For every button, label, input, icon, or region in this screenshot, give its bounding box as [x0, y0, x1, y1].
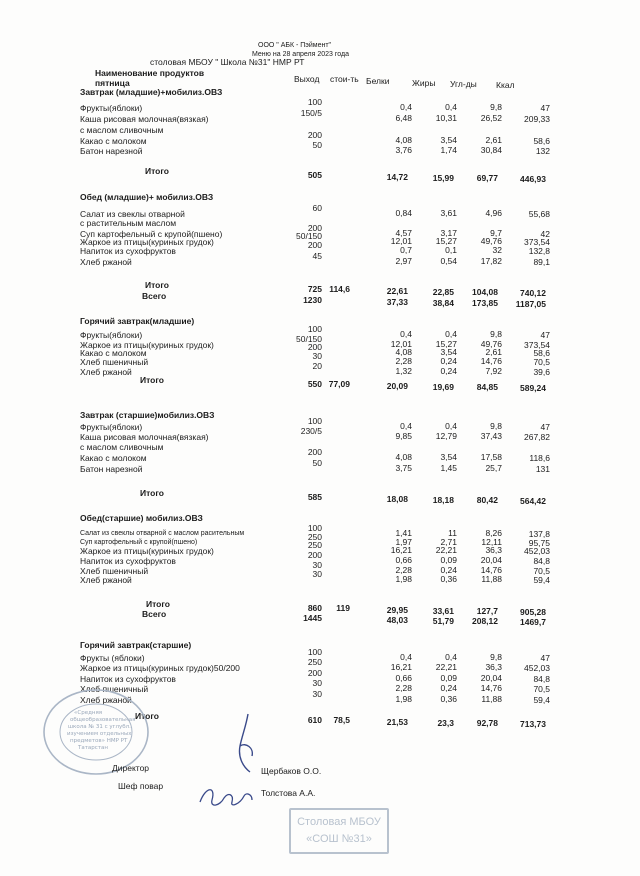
menu-item-carbs: 14,76: [480, 356, 502, 366]
menu-item-kcal: 70,5: [533, 357, 550, 367]
section-title: Горячий завтрак(старшие): [80, 640, 192, 650]
school-name: столовая МБОУ " Школа №31" НМР РТ: [150, 57, 305, 67]
total-proteins: 48,03: [386, 615, 408, 625]
menu-item-yield: 20: [312, 361, 322, 371]
menu-item-fats: 0,4: [445, 652, 457, 662]
total-label: Итого: [135, 711, 159, 721]
chef-name: Толстова А.А.: [261, 788, 316, 798]
menu-item-yield: 100: [307, 324, 322, 334]
section-title: Обед (младшие)+ мобилиз.ОВЗ: [80, 192, 214, 202]
total-yield: 1445: [303, 613, 322, 623]
menu-item-name: Хлеб пшеничный: [80, 566, 149, 576]
menu-item-fats: 0,24: [440, 356, 457, 366]
menu-item-proteins: 6,48: [395, 113, 412, 123]
total-kcal: 740,12: [520, 288, 546, 298]
menu-item-carbs: 9,7: [490, 228, 502, 238]
menu-item-yield: 100: [307, 523, 322, 533]
total-cost: 78,5: [333, 715, 350, 725]
total-proteins: 29,95: [386, 605, 408, 615]
org-name: ООО " АБК - Пэймент": [258, 42, 332, 49]
total-fats: 51,79: [432, 616, 454, 626]
menu-item-carbs: 49,76: [480, 339, 502, 349]
menu-item-fats: 3,54: [440, 135, 457, 145]
total-label: Итого: [145, 280, 169, 290]
total-yield: 1230: [303, 295, 322, 305]
menu-item-carbs: 32: [492, 245, 502, 255]
menu-item-carbs: 17,58: [480, 452, 502, 462]
total-kcal: 564,42: [520, 496, 546, 506]
menu-item-name: Какао с молоком: [80, 453, 147, 463]
menu-item-fats: 2,71: [440, 537, 457, 547]
menu-item-carbs: 36,3: [485, 662, 502, 672]
menu-item-yield: 30: [312, 678, 322, 688]
total-fats: 15,99: [432, 173, 454, 183]
menu-item-kcal: 267,82: [524, 432, 550, 442]
menu-item-proteins: 2,97: [395, 256, 412, 266]
menu-item-name: Батон нарезной: [80, 146, 143, 156]
menu-item-name: Напиток из сухофруктов: [80, 674, 176, 684]
menu-item-name: с маслом сливочным: [80, 125, 164, 135]
canteen-stamp: [289, 808, 389, 854]
menu-item-carbs: 7,92: [485, 366, 502, 376]
menu-item-yield: 200: [307, 668, 322, 678]
menu-item-fats: 0,24: [440, 366, 457, 376]
menu-item-name: Какао с молоком: [80, 136, 147, 146]
col-kcal-header: Ккал: [496, 80, 515, 90]
menu-item-fats: 11: [448, 528, 457, 538]
menu-item-carbs: 30,84: [480, 145, 502, 155]
total-kcal: 589,24: [520, 383, 546, 393]
menu-item-carbs: 9,8: [490, 102, 502, 112]
total-carbs: 92,78: [476, 718, 498, 728]
section-title: Обед(старшие) мобилиз.ОВЗ: [80, 513, 203, 523]
menu-item-yield: 250: [307, 540, 322, 550]
total-kcal: 446,93: [520, 174, 546, 184]
menu-item-kcal: 452,03: [524, 546, 550, 556]
director-label: Директор: [112, 763, 150, 773]
menu-item-name: с растительным маслом: [80, 218, 177, 228]
menu-item-proteins: 2,28: [395, 683, 412, 693]
menu-item-fats: 3,61: [440, 208, 457, 218]
menu-item-kcal: 373,54: [524, 237, 550, 247]
menu-item-kcal: 70,5: [533, 566, 550, 576]
menu-item-fats: 3,54: [440, 347, 457, 357]
menu-item-name: Хлеб пшеничный: [80, 684, 149, 694]
menu-item-name: Каша рисовая молочная(вязкая): [80, 114, 209, 124]
svg-text:предметов» НМР РТ: предметов» НМР РТ: [70, 738, 128, 744]
svg-text:школа № 31 с углубл.: школа № 31 с углубл.: [68, 724, 131, 730]
menu-item-fats: 3,54: [440, 452, 457, 462]
menu-item-kcal: 42: [540, 229, 550, 239]
menu-item-yield: 60: [312, 203, 322, 213]
menu-item-yield: 150/5: [300, 108, 322, 118]
total-kcal: 1187,05: [515, 299, 546, 309]
menu-item-proteins: 4,57: [395, 228, 412, 238]
menu-item-name: Напиток из сухофруктов: [80, 556, 176, 566]
menu-item-proteins: 9,85: [395, 431, 412, 441]
total-proteins: 14,72: [386, 172, 408, 182]
svg-text:Татарстан: Татарстан: [78, 745, 108, 751]
col-yield-header: Выход: [294, 74, 320, 84]
menu-item-name: Фрукты(яблоки): [80, 103, 143, 113]
menu-item-yield: 100: [307, 416, 322, 426]
menu-item-carbs: 9,8: [490, 421, 502, 431]
col-proteins-header: Белки: [366, 76, 390, 86]
menu-item-kcal: 39,6: [533, 367, 550, 377]
day-of-week: пятница: [95, 78, 130, 88]
menu-item-proteins: 0,7: [400, 245, 412, 255]
menu-item-fats: 12,79: [435, 431, 457, 441]
section-title: Горячий завтрак(младшие): [80, 316, 195, 326]
menu-item-kcal: 118,6: [529, 453, 550, 463]
total-label: Всего: [142, 609, 167, 619]
section-title: Завтрак (старшие)мобилиз.ОВЗ: [80, 410, 215, 420]
menu-item-carbs: 2,61: [485, 135, 502, 145]
total-kcal: 713,73: [520, 719, 546, 729]
menu-item-yield: 200: [307, 240, 322, 250]
menu-item-kcal: 84,8: [533, 674, 550, 684]
menu-item-name: Фрукты(яблоки): [80, 422, 143, 432]
col-carbs-header: Угл-ды: [450, 79, 477, 89]
menu-item-proteins: 4,08: [395, 135, 412, 145]
menu-item-yield: 200: [307, 130, 322, 140]
svg-text:общеобразовательная: общеобразовательная: [70, 717, 136, 723]
menu-item-name: Суп картофельный с крупой(пшено): [80, 229, 223, 239]
menu-item-fats: 22,21: [435, 662, 457, 672]
menu-item-carbs: 2,61: [485, 347, 502, 357]
menu-item-yield: 50: [312, 140, 322, 150]
menu-item-proteins: 0,4: [400, 421, 412, 431]
total-fats: 18,18: [432, 495, 454, 505]
total-label: Итого: [140, 375, 164, 385]
menu-item-yield: 50: [312, 458, 322, 468]
menu-item-yield: 30: [312, 560, 322, 570]
total-proteins: 20,09: [386, 381, 408, 391]
menu-item-carbs: 12,11: [481, 537, 502, 547]
total-kcal: 905,28: [520, 607, 546, 617]
total-cost: 119: [336, 603, 350, 613]
menu-item-fats: 15,27: [435, 339, 457, 349]
total-fats: 19,69: [432, 382, 454, 392]
menu-item-kcal: 89,1: [533, 257, 550, 267]
menu-item-fats: 0,1: [445, 245, 457, 255]
menu-date: Меню на 28 апреля 2023 года: [252, 51, 349, 58]
chef-signature: [196, 782, 256, 812]
total-fats: 22,85: [432, 287, 454, 297]
total-yield: 610: [307, 715, 322, 725]
menu-item-kcal: 452,03: [524, 663, 550, 673]
menu-item-proteins: 0,4: [400, 329, 412, 339]
menu-item-proteins: 1,97: [395, 537, 412, 547]
total-yield: 860: [307, 603, 322, 613]
menu-item-fats: 0,36: [440, 694, 457, 704]
menu-item-yield: 30: [312, 689, 322, 699]
total-yield: 585: [307, 492, 322, 502]
menu-item-yield: 250: [307, 532, 322, 542]
menu-item-kcal: 84,8: [533, 556, 550, 566]
menu-item-carbs: 20,04: [480, 555, 502, 565]
menu-item-carbs: 9,8: [490, 652, 502, 662]
menu-item-yield: 100: [307, 97, 322, 107]
menu-item-carbs: 14,76: [480, 565, 502, 575]
menu-item-carbs: 37,43: [480, 431, 502, 441]
menu-item-fats: 0,36: [440, 574, 457, 584]
menu-item-proteins: 0,84: [395, 208, 412, 218]
menu-item-name: Жаркое из птицы(куриных грудок): [80, 546, 214, 556]
total-yield: 550: [307, 379, 322, 389]
menu-item-carbs: 11,88: [481, 694, 502, 704]
menu-item-carbs: 9,8: [490, 329, 502, 339]
menu-item-proteins: 0,4: [400, 652, 412, 662]
menu-item-proteins: 4,08: [395, 452, 412, 462]
total-fats: 38,84: [432, 298, 454, 308]
menu-item-fats: 0,4: [445, 329, 457, 339]
menu-item-name: Напиток из сухофруктов: [80, 246, 176, 256]
col-name-header: Наименование продуктов: [95, 68, 205, 78]
svg-text:изучением отдельных: изучением отдельных: [67, 731, 132, 737]
menu-item-name: Жаркое из птицы(куриных грудок): [80, 340, 214, 350]
menu-item-name: Хлеб пшеничный: [80, 357, 149, 367]
total-proteins: 37,33: [386, 297, 408, 307]
menu-item-carbs: 4,96: [485, 208, 502, 218]
menu-item-name: Хлеб ржаной: [80, 367, 132, 377]
menu-item-fats: 3,17: [440, 228, 457, 238]
total-label: Итого: [146, 599, 170, 609]
menu-item-fats: 0,4: [445, 421, 457, 431]
menu-item-kcal: 47: [540, 330, 550, 340]
menu-item-fats: 0,24: [440, 565, 457, 575]
menu-item-fats: 15,27: [435, 236, 457, 246]
menu-item-yield: 30: [312, 351, 322, 361]
menu-item-proteins: 3,75: [395, 463, 412, 473]
menu-item-name: Какао с молоком: [80, 348, 147, 358]
menu-item-kcal: 47: [540, 653, 550, 663]
total-label: Итого: [140, 488, 164, 498]
menu-item-yield: 250: [307, 657, 322, 667]
total-yield: 505: [307, 170, 322, 180]
menu-item-kcal: 70,5: [533, 684, 550, 694]
section-title: Завтрак (младшие)+мобилиз.ОВЗ: [80, 87, 223, 97]
total-label: Итого: [145, 166, 169, 176]
menu-item-carbs: 8,26: [485, 528, 502, 538]
menu-item-carbs: 17,82: [480, 256, 502, 266]
menu-item-proteins: 2,28: [395, 565, 412, 575]
menu-item-proteins: 16,21: [390, 662, 412, 672]
total-carbs: 173,85: [472, 298, 498, 308]
total-kcal: 1469,7: [520, 617, 546, 627]
total-fats: 23,3: [437, 718, 454, 728]
canteen-stamp-line2: «СОШ №31»: [306, 833, 372, 845]
menu-item-proteins: 1,98: [395, 574, 412, 584]
menu-item-name: Фрукты (яблоки): [80, 653, 145, 663]
canteen-stamp-line1: Столовая МБОУ: [297, 816, 381, 828]
menu-item-kcal: 132: [535, 146, 550, 156]
col-cost-header: стои-ть: [330, 74, 359, 84]
menu-item-yield: 45: [312, 251, 322, 261]
menu-item-proteins: 12,01: [390, 236, 412, 246]
total-proteins: 18,08: [386, 494, 408, 504]
menu-item-proteins: 3,76: [395, 145, 412, 155]
menu-item-name: с маслом сливочным: [80, 442, 164, 452]
total-carbs: 69,77: [476, 173, 498, 183]
menu-item-yield: 200: [307, 342, 322, 352]
total-yield: 725: [307, 284, 322, 294]
menu-item-name: Жаркое из птицы(куриных грудок)50/200: [80, 663, 240, 673]
menu-item-yield: 100: [307, 647, 322, 657]
chef-label: Шеф повар: [118, 781, 164, 791]
menu-item-proteins: 16,21: [390, 545, 412, 555]
director-name: Щербаков О.О.: [261, 766, 322, 776]
menu-item-carbs: 14,76: [480, 683, 502, 693]
menu-item-carbs: 20,04: [480, 673, 502, 683]
menu-item-name: Суп картофельный с крупой(пшено): [80, 539, 198, 546]
menu-item-carbs: 25,7: [485, 463, 502, 473]
menu-item-kcal: 209,33: [524, 114, 550, 124]
menu-item-name: Каша рисовая молочная(вязкая): [80, 432, 209, 442]
menu-item-kcal: 131: [535, 464, 550, 474]
menu-item-carbs: 11,88: [481, 574, 502, 584]
menu-item-proteins: 4,08: [395, 347, 412, 357]
total-carbs: 104,08: [472, 287, 498, 297]
menu-item-fats: 0,09: [440, 555, 457, 565]
menu-item-yield: 200: [307, 550, 322, 560]
total-proteins: 21,53: [386, 717, 408, 727]
menu-item-fats: 1,74: [440, 145, 457, 155]
total-carbs: 208,12: [472, 616, 498, 626]
menu-item-name: Жаркое из птицы(куриных грудок): [80, 237, 214, 247]
total-carbs: 127,7: [476, 606, 498, 616]
menu-item-yield: 200: [307, 223, 322, 233]
menu-item-name: Хлеб ржаной: [80, 257, 132, 267]
menu-item-yield: 50/150: [296, 334, 322, 344]
menu-item-fats: 0,09: [440, 673, 457, 683]
svg-text:«Средняя: «Средняя: [74, 710, 103, 716]
menu-item-kcal: 132,8: [528, 246, 550, 256]
menu-item-name: Салат из свеклы отварной с маслом расительным: [80, 530, 245, 537]
menu-item-proteins: 12,01: [390, 339, 412, 349]
menu-item-name: Батон нарезной: [80, 464, 143, 474]
menu-item-name: Салат из свеклы отварной: [80, 209, 185, 219]
menu-item-fats: 0,4: [445, 102, 457, 112]
menu-item-name: Фрукты(яблоки): [80, 330, 143, 340]
total-carbs: 80,42: [476, 495, 498, 505]
menu-item-kcal: 137,8: [528, 529, 550, 539]
menu-item-name: Хлеб ржаной: [80, 575, 132, 585]
menu-item-fats: 22,21: [435, 545, 457, 555]
menu-item-kcal: 58,6: [533, 136, 550, 146]
menu-item-yield: 200: [307, 447, 322, 457]
menu-item-yield: 230/5: [300, 426, 322, 436]
total-carbs: 84,85: [476, 382, 498, 392]
total-label: Всего: [142, 291, 167, 301]
menu-item-proteins: 1,32: [395, 366, 412, 376]
menu-item-kcal: 59,4: [533, 695, 550, 705]
total-cost: 114,6: [329, 284, 350, 294]
total-proteins: 22,61: [386, 286, 408, 296]
menu-item-kcal: 47: [540, 422, 550, 432]
menu-item-yield: 30: [312, 569, 322, 579]
menu-item-proteins: 1,41: [395, 528, 412, 538]
total-fats: 33,61: [432, 606, 454, 616]
menu-item-kcal: 55,68: [528, 209, 550, 219]
menu-item-kcal: 373,54: [524, 340, 550, 350]
menu-item-name: Хлеб ржаной: [80, 695, 132, 705]
menu-item-proteins: 1,98: [395, 694, 412, 704]
menu-item-fats: 10,31: [435, 113, 457, 123]
menu-item-kcal: 95,75: [528, 538, 550, 548]
menu-item-carbs: 26,52: [480, 113, 502, 123]
menu-item-fats: 0,24: [440, 683, 457, 693]
menu-item-carbs: 49,76: [480, 236, 502, 246]
menu-item-proteins: 2,28: [395, 356, 412, 366]
menu-item-fats: 0,54: [440, 256, 457, 266]
col-fats-header: Жиры: [412, 78, 436, 88]
menu-item-kcal: 59,4: [533, 575, 550, 585]
menu-item-fats: 1,45: [440, 463, 457, 473]
menu-item-kcal: 47: [540, 103, 550, 113]
menu-item-yield: 50/150: [296, 231, 322, 241]
menu-item-proteins: 0,66: [395, 555, 412, 565]
menu-item-kcal: 58,6: [533, 348, 550, 358]
menu-item-carbs: 36,3: [485, 545, 502, 555]
menu-item-proteins: 0,4: [400, 102, 412, 112]
total-cost: 77,09: [328, 379, 350, 389]
menu-item-proteins: 0,66: [395, 673, 412, 683]
